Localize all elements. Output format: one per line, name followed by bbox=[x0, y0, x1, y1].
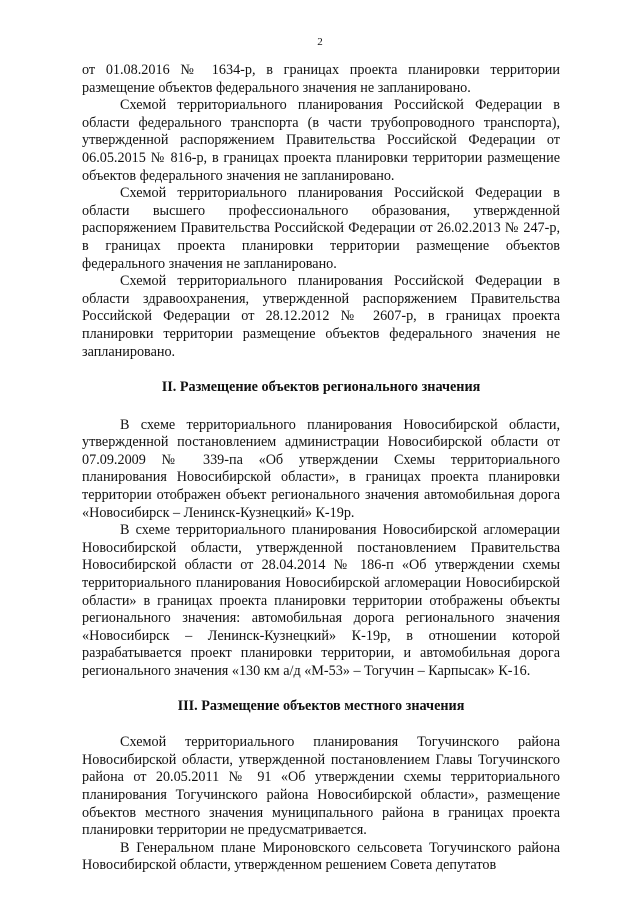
paragraph-district-scheme: Схемой территориального планирования Тогучинского района Новосибирской области, утвержденной постановлением Главы Тогучинского района от 20.05.2011 № 91 «Об утверждении схемы территориального планирования Тогучинского района Новосибирской области», размещение объектов местного значения муниципального района в границах проекта планировки территории не предусматривается. bbox=[82, 734, 560, 839]
paragraph-transport: Схемой территориального планирования Российской Федерации в области федерального транспорта (в части трубопроводного транспорта), утвержденной распоряжением Правительства Российской Федерации от 06.05.2015 № 816-р, в границах проекта планировки территории размещение объектов федерального значения не запланировано. bbox=[82, 97, 560, 184]
paragraph-continuation: от 01.08.2016 № 1634-р, в границах проекта планировки территории размещение объектов федерального значения не запланировано. bbox=[82, 62, 560, 96]
section-heading-regional: II. Размещение объектов регионального значения bbox=[161, 379, 481, 396]
document-body bbox=[82, 62, 560, 875]
section-heading-local: III. Размещение объектов местного значения bbox=[177, 697, 465, 714]
paragraph-healthcare: Схемой территориального планирования Российской Федерации в области здравоохранения, утвержденной распоряжением Правительства Российской Федерации от 28.12.2012 № 2607-р, в границах проекта планировки территории размещение объектов федерального значения не запланировано. bbox=[82, 273, 560, 360]
paragraph-agglomeration-scheme: В схеме территориального планирования Новосибирской агломерации Новосибирской области, утвержденной постановлением Правительства Новосибирской области от 28.04.2014 № 186-п «Об утверждении схемы территориального планирования Новосибирской агломерации Новосибирской области» в границах проекта планировки территории отображены объекты регионального значения: автомобильная дорога регионального значения «Новосибирск – Ленинск-Кузнецкий» К-19р, в отношении которой разрабатывается проект планировки территории, и автомобильная дорога регионального значения «130 км а/д «М-53» – Тогучин – Карпысак» К-16. bbox=[82, 522, 560, 679]
paragraph-general-plan: В Генеральном плане Мироновского сельсовета Тогучинского района Новосибирской области, утвержденном решением Совета депутатов bbox=[82, 839, 560, 874]
paragraph-regional-scheme: В схеме территориального планирования Новосибирской области, утвержденной постановлением администрации Новосибирской области от 07.09.2009 № 339-па «Об утверждении Схемы территориального планирования Новосибирской области», в границах проекта планировки территории отображен объект регионального значения автомобильная дорога «Новосибирск – Ленинск-Кузнецкий» К-19р. bbox=[82, 416, 560, 521]
page-number: 2 bbox=[317, 36, 323, 48]
paragraph-education: Схемой территориального планирования Российской Федерации в области высшего профессионального образования, утвержденной распоряжением Правительства Российской Федерации от 26.02.2013 № 247-р, в границах проекта планировки территории размещение объектов федерального значения не запланировано. bbox=[82, 185, 560, 272]
